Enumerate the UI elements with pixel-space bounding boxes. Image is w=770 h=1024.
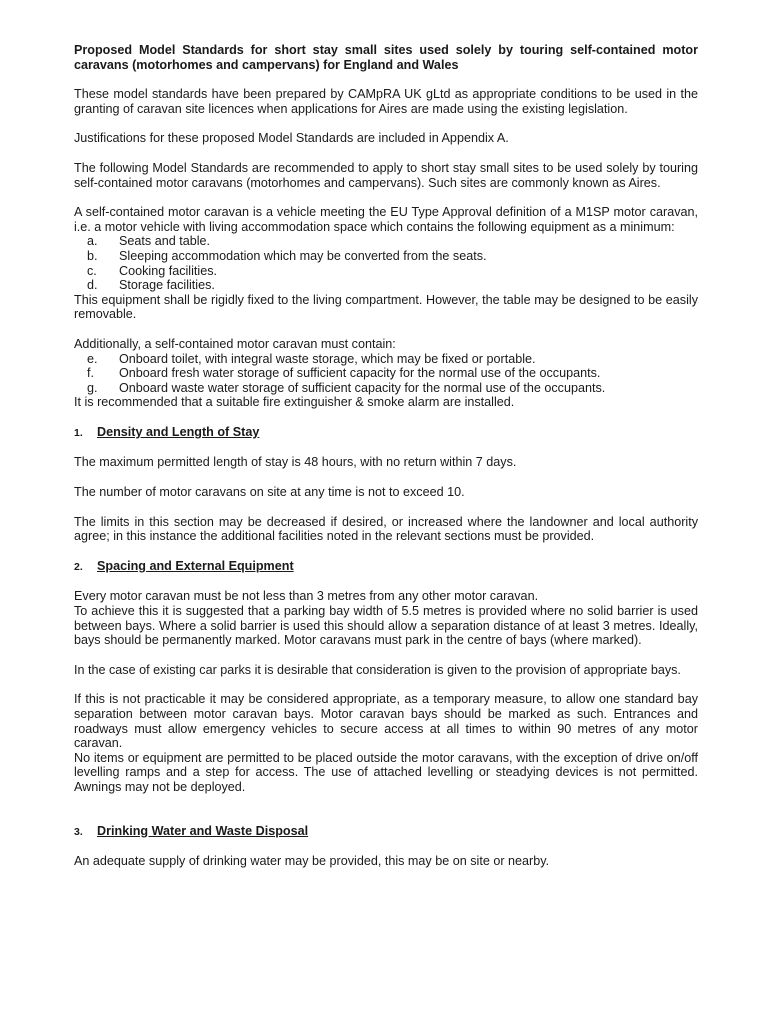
- definition-paragraph: A self-contained motor caravan is a vehicle meeting the EU Type Approval definition of a M1SP motor caravan, i.e. a motor vehicle with living accommodation space which contains the following equipment as a minimum:: [74, 205, 698, 234]
- list-item: f. Onboard fresh water storage of sufficient capacity for the normal use of the occupants.: [87, 366, 601, 381]
- intro-paragraph-3: The following Model Standards are recommended to apply to short stay small sites to be used solely by touring self-contained motor caravans (motorhomes and campervans). Such sites are commonly known as Aires.: [74, 160, 698, 190]
- section-2-heading: [74, 559, 698, 575]
- equipment-list: [74, 234, 698, 292]
- list-item: b. Sleeping accommodation which may be converted from the seats.: [87, 248, 487, 263]
- additional-equipment-list: [74, 352, 698, 396]
- intro-paragraph-2: Justifications for these proposed Model Standards are included in Appendix A.: [74, 131, 509, 146]
- section-2-paragraph-2: To achieve this it is suggested that a parking bay width of 5.5 metres is provided where no solid barrier is used between bays. Where a solid barrier is used this should allow a separation distance of at least 3 metres. Ideally, bays should be permanently marked. Motor caravans must park in the centre of bays (where marked).: [74, 604, 698, 648]
- list-item: c. Cooking facilities.: [87, 263, 217, 278]
- section-1-heading: [74, 425, 698, 441]
- section-number: 2.: [74, 560, 83, 573]
- list-item: a. Seats and table.: [87, 234, 211, 249]
- fixed-equipment-paragraph: This equipment shall be rigidly fixed to the living compartment. However, the table may be designed to be easily removable.: [74, 292, 698, 322]
- section-1-paragraph-2: The number of motor caravans on site at any time is not to exceed 10.: [74, 485, 465, 500]
- additional-paragraph: Additionally, a self-contained motor caravan must contain:: [74, 336, 396, 351]
- section-2-paragraph-4: If this is not practicable it may be considered appropriate, as a temporary measure, to allow one standard bay separation between motor caravan bays. Motor caravan bays should be marked as such. Entrances and roadways must allow emergency vehicles to secure access at all times to within 90 metres of any motor caravan.: [74, 692, 698, 751]
- section-1-paragraph-1: The maximum permitted length of stay is 48 hours, with no return within 7 days.: [74, 455, 517, 470]
- section-title: Spacing and External Equipment: [97, 558, 294, 573]
- list-item: d. Storage facilities.: [87, 278, 215, 293]
- recommendation-paragraph: It is recommended that a suitable fire extinguisher & smoke alarm are installed.: [74, 395, 515, 410]
- section-number: 3.: [74, 825, 83, 838]
- section-2-paragraph-5: No items or equipment are permitted to be placed outside the motor caravans, with the exception of drive on/off levelling ramps and a step for access. The use of attached levelling or steadying devices is not permitted. Awnings may not be deployed.: [74, 750, 698, 794]
- intro-paragraph-1: These model standards have been prepared by CAMpRA UK gLtd as appropriate conditions to be used in the granting of caravan site licences when applications for Aires are made using the existing legislation.: [74, 87, 698, 116]
- document-title: Proposed Model Standards for short stay small sites used solely by touring self-contained motor caravans (motorhomes and campervans) for England and Wales: [74, 43, 698, 72]
- section-3-paragraph-1: An adequate supply of drinking water may be provided, this may be on site or nearby.: [74, 854, 550, 869]
- document-page: [74, 43, 698, 869]
- list-item: g. Onboard waste water storage of sufficient capacity for the normal use of the occupants.: [87, 380, 606, 395]
- section-1-paragraph-3: The limits in this section may be decreased if desired, or increased where the landowner and local authority agree; in this instance the additional facilities noted in the relevant sections must be provided.: [74, 514, 698, 544]
- section-title: Drinking Water and Waste Disposal: [97, 823, 309, 838]
- section-3-heading: [74, 824, 698, 840]
- section-2-paragraph-1: Every motor caravan must be not less than 3 metres from any other motor caravan.: [74, 589, 539, 604]
- section-title: Density and Length of Stay: [97, 424, 260, 439]
- section-2-paragraph-3: In the case of existing car parks it is desirable that consideration is given to the provision of appropriate bays.: [74, 662, 681, 677]
- section-number: 1.: [74, 426, 83, 439]
- list-item: e. Onboard toilet, with integral waste storage, which may be fixed or portable.: [87, 351, 536, 366]
